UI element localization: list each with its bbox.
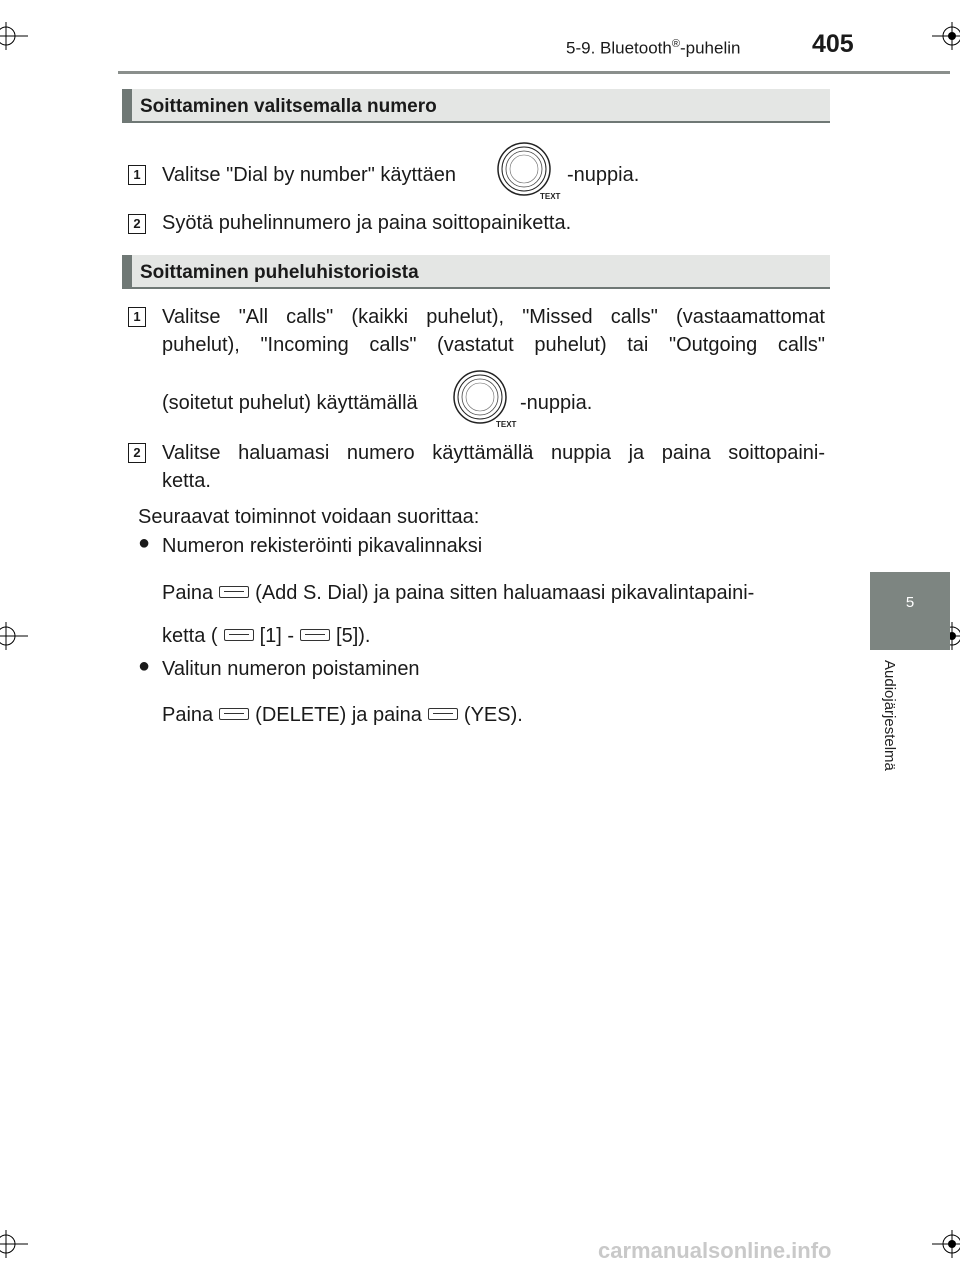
instruction-text: [1] - <box>259 625 295 647</box>
instruction-text: Paina <box>162 704 214 726</box>
knob-label: TEXT <box>496 420 517 429</box>
crop-mark-top-right <box>932 22 960 50</box>
knob-label: TEXT <box>540 192 561 201</box>
step-text-line: Valitse haluamasi numero käyttämällä nuppia ja paina soittopaini- <box>162 442 825 464</box>
section-heading-text: Soittaminen puheluhistorioista <box>140 262 419 283</box>
chapter-title <box>566 38 740 59</box>
bullet-title: Valitun numeron poistaminen <box>162 658 420 680</box>
step-text: Syötä puhelinnumero ja paina soittopainiketta. <box>162 212 572 234</box>
registered-mark: ® <box>671 38 680 50</box>
crop-mark-bottom-right <box>932 1230 960 1258</box>
screen-button-icon <box>224 629 254 641</box>
step-text-line: ketta. <box>162 470 211 492</box>
screen-button-icon <box>428 708 458 720</box>
step-number: 1 <box>128 307 146 327</box>
bullet-icon: ● <box>138 655 151 677</box>
instruction-line <box>162 622 370 650</box>
tune-knob-icon <box>452 369 517 436</box>
side-tab-label <box>881 660 903 805</box>
step-text: Valitse "Dial by number" käyttäen <box>162 164 456 186</box>
step-text-suffix: -nuppia. <box>520 392 593 414</box>
section-heading-call-history <box>122 255 830 289</box>
chapter-side-tab <box>870 572 950 650</box>
instruction-text: [5]). <box>336 625 371 647</box>
instruction-line <box>162 579 754 607</box>
screen-button-icon <box>219 586 249 598</box>
watermark: carmanualsonline.info <box>598 1238 832 1263</box>
section-heading-dial-by-number <box>122 89 830 123</box>
section-heading-text: Soittaminen valitsemalla numero <box>140 96 437 117</box>
crop-mark-top-left <box>0 22 28 50</box>
step-text-line: Valitse "All calls" (kaikki puhelut), "Missed calls" (vastaamattomat <box>162 306 825 328</box>
instruction-text: Paina <box>162 582 214 604</box>
step-text-suffix: -nuppia. <box>567 164 640 186</box>
chapter-suffix: -puhelin <box>679 38 741 58</box>
crop-mark-bottom-left <box>0 1230 28 1258</box>
intro-text: Seuraavat toiminnot voidaan suorittaa: <box>138 506 480 528</box>
step-number: 2 <box>128 214 146 234</box>
instruction-text: (DELETE) ja paina <box>255 704 422 726</box>
instruction-text: ketta ( <box>162 625 218 647</box>
instruction-text: (Add S. Dial) ja paina sitten haluamaasi pikavalintapaini- <box>255 582 755 604</box>
screen-button-icon <box>219 708 249 720</box>
crop-mark-mid-left <box>0 622 28 650</box>
side-tab-number: 5 <box>905 594 915 611</box>
step-number: 2 <box>128 443 146 463</box>
bullet-icon: ● <box>138 532 151 554</box>
bullet-title: Numeron rekisteröinti pikavalinnaksi <box>162 535 483 557</box>
instruction-line <box>162 701 523 729</box>
header-rule <box>118 71 950 74</box>
tune-knob-icon <box>496 141 561 208</box>
screen-button-icon <box>300 629 330 641</box>
page-number: 405 <box>812 30 854 58</box>
step-text-line: puhelut), "Incoming calls" (vastatut puhelut) tai "Outgoing calls" <box>162 334 825 356</box>
side-tab-label-text: Audiojärjestelmä <box>881 660 898 771</box>
instruction-text: (YES). <box>463 704 523 726</box>
chapter-name: 5-9. Bluetooth <box>566 38 672 58</box>
step-number: 1 <box>128 165 146 185</box>
step-text-line: (soitetut puhelut) käyttämällä <box>162 392 418 414</box>
